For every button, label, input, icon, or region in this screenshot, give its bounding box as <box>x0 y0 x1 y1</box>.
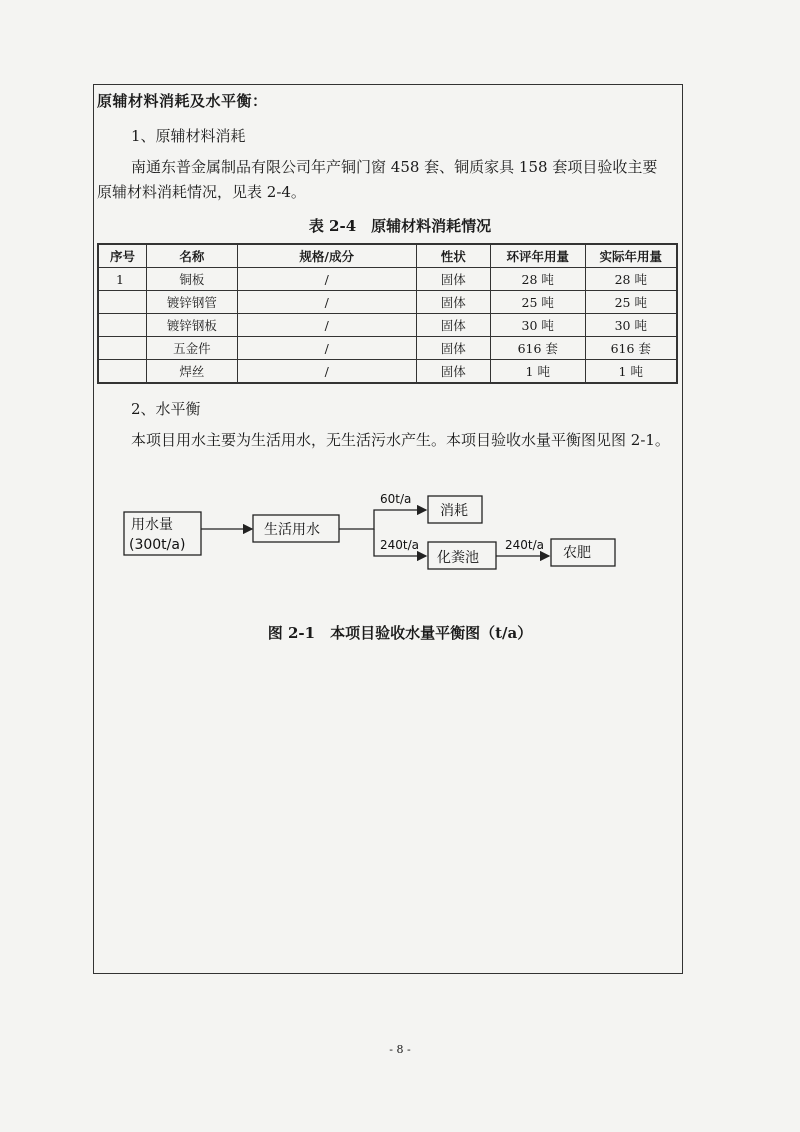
fertilizer-label: 农肥 <box>563 545 591 561</box>
cell-name: 焊丝 <box>146 360 237 384</box>
domestic-label: 生活用水 <box>264 522 320 538</box>
cell-index: 1 <box>98 268 146 291</box>
source-value: (300t/a) <box>129 537 186 553</box>
header-index: 序号 <box>98 244 146 268</box>
cell-index <box>98 360 146 384</box>
table-header-row <box>98 244 677 268</box>
fertilizer-flow-label: 240t/a <box>505 538 545 552</box>
cell-eia-amount: 30 吨 <box>490 314 585 337</box>
table-row <box>98 268 677 291</box>
cell-state: 固体 <box>416 268 490 291</box>
table-row <box>98 337 677 360</box>
loss-flow-label: 60t/a <box>380 492 412 506</box>
header-state: 性状 <box>416 244 490 268</box>
table-row <box>98 314 677 337</box>
cell-actual-amount: 25 吨 <box>585 291 677 314</box>
cell-state: 固体 <box>416 337 490 360</box>
cell-spec: / <box>237 337 416 360</box>
cell-actual-amount: 1 吨 <box>585 360 677 384</box>
cell-spec: / <box>237 291 416 314</box>
page-number: - 8 - <box>389 1043 411 1056</box>
cell-name: 镀锌钢板 <box>146 314 237 337</box>
source-label: 用水量 <box>131 517 173 533</box>
cell-eia-amount: 616 套 <box>490 337 585 360</box>
section-heading: 原辅材料消耗及水平衡： <box>97 92 268 110</box>
cell-eia-amount: 25 吨 <box>490 291 585 314</box>
cell-eia-amount: 28 吨 <box>490 268 585 291</box>
materials-paragraph: 南通东普金属制品有限公司年产铜门窗 458 套、铜质家具 158 套项目验收主要 <box>131 158 658 176</box>
table-row <box>98 360 677 384</box>
cell-index <box>98 337 146 360</box>
cell-spec: / <box>237 314 416 337</box>
septic-flow-label: 240t/a <box>380 538 420 552</box>
septic-label: 化粪池 <box>437 550 479 566</box>
cell-state: 固体 <box>416 291 490 314</box>
table-caption: 表 2-4 原辅材料消耗情况 <box>308 217 492 235</box>
cell-name: 五金件 <box>146 337 237 360</box>
cell-index <box>98 291 146 314</box>
cell-name: 铜板 <box>146 268 237 291</box>
cell-actual-amount: 28 吨 <box>585 268 677 291</box>
cell-state: 固体 <box>416 360 490 384</box>
header-spec: 规格/成分 <box>237 244 416 268</box>
subsection-heading-materials: 1、原辅材料消耗 <box>131 127 246 145</box>
cell-actual-amount: 30 吨 <box>585 314 677 337</box>
cell-state: 固体 <box>416 314 490 337</box>
water-paragraph: 本项目用水主要为生活用水，无生活污水产生。本项目验收水量平衡图见图 2-1。 <box>131 431 670 449</box>
cell-eia-amount: 1 吨 <box>490 360 585 384</box>
header-eia-amount: 环评年用量 <box>490 244 585 268</box>
table-row <box>98 291 677 314</box>
cell-name: 镀锌钢管 <box>146 291 237 314</box>
materials-paragraph-continuation: 原辅材料消耗情况，见表 2-4。 <box>97 183 306 201</box>
cell-spec: / <box>237 360 416 384</box>
cell-spec: / <box>237 268 416 291</box>
cell-actual-amount: 616 套 <box>585 337 677 360</box>
materials-table <box>97 243 678 384</box>
figure-caption: 图 2-1 本项目验收水量平衡图（t/a） <box>267 624 533 642</box>
subsection-heading-water: 2、水平衡 <box>131 400 201 418</box>
header-name: 名称 <box>146 244 237 268</box>
header-actual-amount: 实际年用量 <box>585 244 677 268</box>
cell-index <box>98 314 146 337</box>
loss-label: 消耗 <box>440 503 468 519</box>
